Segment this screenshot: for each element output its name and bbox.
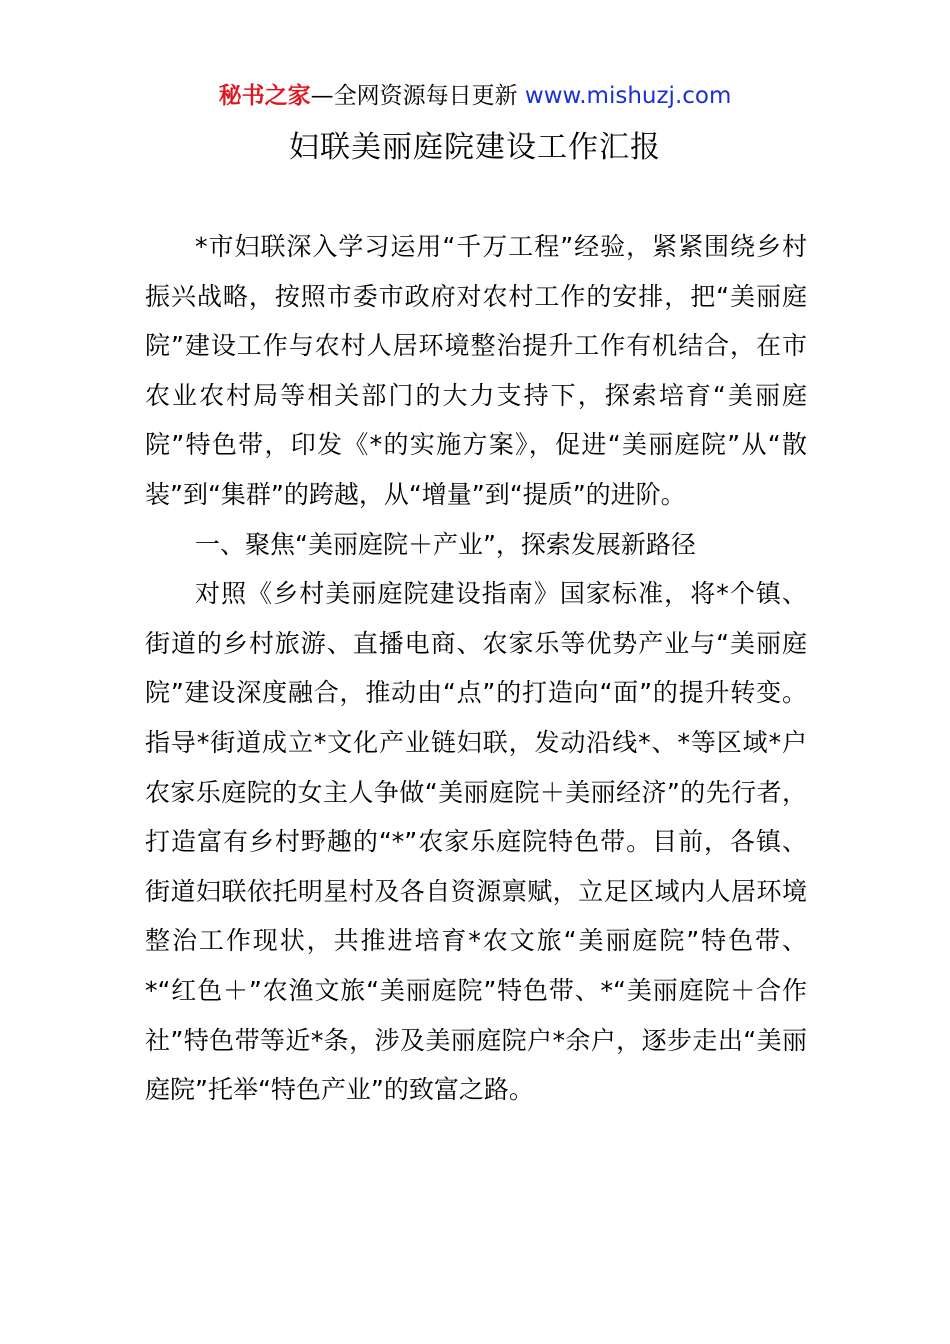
section-1-paragraph: 对照《乡村美丽庭院建设指南》国家标准，将*个镇、街道的乡村旅游、直播电商、农家乐等优势产业与“美丽庭院”建设深度融合，推动由“点”的打造向“面”的提升转变。指导*街道成立*文化产业链妇联，发动沿线*、*等区域*户农家乐庭院的女主人争做“美丽庭院＋美丽经济”的先行者，打造富有乡村野趣的“*”农家乐庭院特色带。目前，各镇、街道妇联依托明星村及各自资源禀赋，立足区域内人居环境整治工作现状，共推进培育*农文旅“美丽庭院”特色带、*“红色＋”农渔文旅“美丽庭院”特色带、*“美丽庭院＋合作社”特色带等近*条，涉及美丽庭院户*余户，逐步走出“美丽庭院”托举“特色产业”的致富之路。 [145,579,807,1105]
brand-name: 秘书之家 [218,83,311,109]
intro-paragraph: *市妇联深入学习运用“千万工程”经验，紧紧围绕乡村振兴战略，按照市委市政府对农村工作的安排，把“美丽庭院”建设工作与农村人居环境整治提升工作有机结合，在市农业农村局等相关部门的大力支持下，探索培育“美丽庭院”特色带，印发《*的实施方案》，促进“美丽庭院”从“散装”到“集群”的跨越，从“增量”到“提质”的进阶。 [145,232,807,509]
header-tagline: —全网资源每日更新 [310,83,525,109]
section-heading-1: 一、聚焦“美丽庭院＋产业”，探索发展新路径 [195,529,696,559]
document-title: 妇联美丽庭院建设工作汇报 [289,130,661,165]
document-body [145,222,807,1115]
site-header [0,80,950,112]
site-url-link[interactable]: www.mishuzj.com [524,83,732,109]
